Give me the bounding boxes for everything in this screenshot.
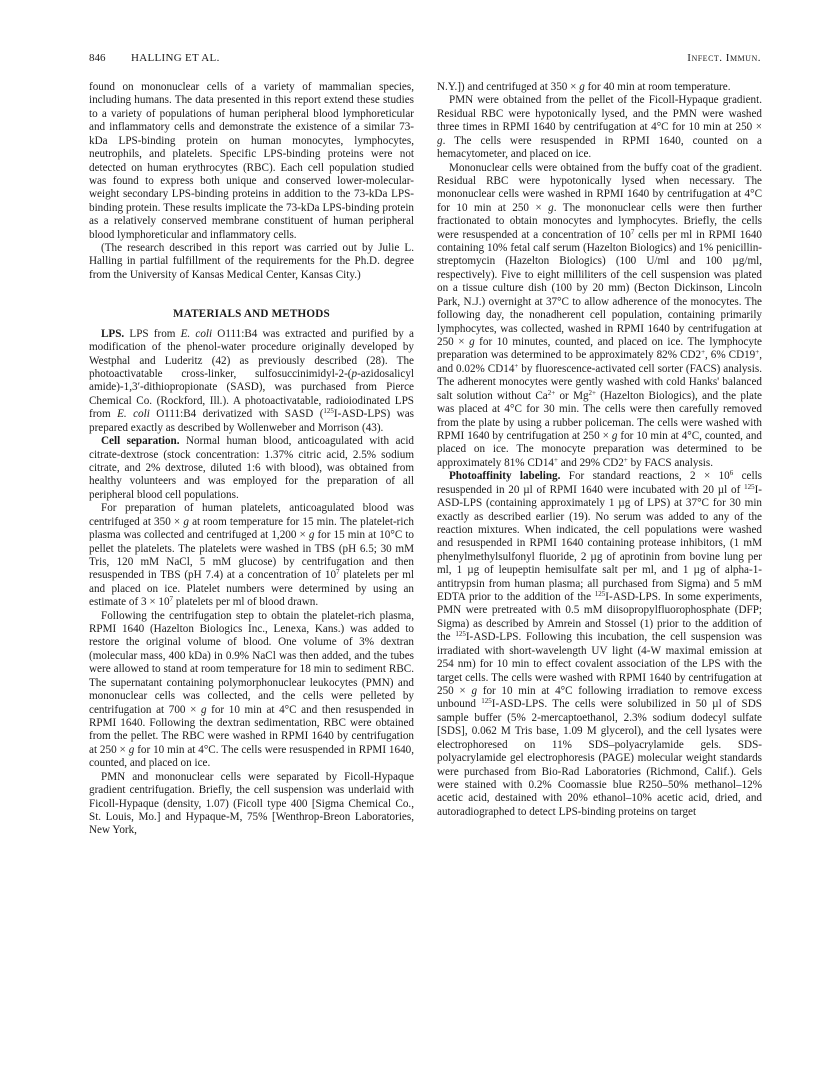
intro-paragraph-continued: found on mononuclear cells of a variety of mammalian species, including humans. The data presented in this report extend these studies to a variety of populations of human peripheral blood lymphoreticular and inflammatory cells and demonstrate the existence of a similar 73-kDa LPS-binding protein on human monocytes, lymphocytes, neutrophils, and platelets. Specific LPS-binding proteins were not detected on human erythrocytes (RBC). Each cell population studied was found to express both unique and conserved lower-molecular-weight secondary LPS-binding proteins in addition to the 73-kDa LPS-binding protein. These results implicate the 73-kDa LPS-binding protein as a relatively conserved membrane constituent of human peripheral blood lymphoreticular and inflammatory cells. [89, 81, 414, 241]
page-number: 846 [89, 52, 106, 64]
cell-separation-paragraph: Cell separation. Normal human blood, anticoagulated with acid citrate-dextrose (stock concentration: 1.37% citric acid, 2.5% sodium citrate, and 2% dextrose, diluted 1:6 with blood), was obtained from healthy volunteers and was employed for the preparation of all peripheral blood cell populations. [89, 435, 414, 501]
lps-paragraph: LPS. LPS from E. coli O111:B4 was extracted and purified by a modification of the phenol-water procedure originally developed by Westphal and Luderitz (42) as previously described (28). The photoactivatable cross-linker, sulfosuccinimidyl-2-(p-azidosalicyl amide)-1,3′-dithiopropionate (SASD), was purchased from Pierce Chemical Co. (Rockford, Ill.). A photoactivatable, radioiodinated LPS from E. coli O111:B4 derivatized with SASD ($^{125}$I-ASD-LPS) was prepared exactly as described by Wollenweber and Morrison (43). [89, 327, 414, 434]
ficoll-paragraph-continued: N.Y.]) and centrifuged at 350 × g for 40 min at room temperature. [437, 81, 731, 93]
ficoll-paragraph: PMN and mononuclear cells were separated by Ficoll-Hypaque gradient centrifugation. Briefly, the cell suspension was underlaid with Ficoll-Hypaque (density, 1.07) (Ficoll type 400 [Sigma Chemical Co., St. Louis, Mo.] and Hypaque-M, 75% [Wenthrop-Breon Laboratories, New York, [89, 770, 414, 837]
journal-name: Infect. Immun. [687, 52, 761, 64]
right-column [437, 81, 762, 819]
pmn-paragraph: PMN were obtained from the pellet of the Ficoll-Hypaque gradient. Residual RBC were hypotonically lysed, and the PMN were washed three times in RPMI 1640 by centrifugation at 4°C for 10 min at 250 × g. The cells were resuspended in RPMI 1640, counted on a hemacytometer, and placed on ice. [437, 94, 762, 161]
cell-separation-run-in-heading: Cell separation. [101, 435, 180, 448]
photoaffinity-labeling-paragraph: Photoaffinity labeling. For standard reactions, $2 \times 10^6$ cells resuspended in 20 µl of RPMI 1640 were incubated with 20 µl of $^{125}$I-ASD-LPS (containing approximately 1 µg of LPS) at 37°C for 30 min exactly as described earlier (19). No serum was added to any of the reaction mixtures. When indicated, the cell populations were washed and resuspended in RPMI 1640 containing protease inhibitors, (1 mM phenylmethylsulfonyl fluoride, 2 µg of aprotinin from bovine lung per ml, 1 µg of leupeptin hemisulfate salt per ml, and 1 µg of alpha-1-antitrypsin from human plasma; all purchased from Sigma) and 5 mM EDTA prior to the addition of the $^{125}$I-ASD-LPS. In some experiments, PMN were pretreated with 0.5 mM diisopropylfluorophosphate (DFP; Sigma) as described by Amrein and Stossel (1) prior to the addition of the $^{125}$I-ASD-LPS. Following this incubation, the cell suspension was irradiated with short-wavelength UV light (4-W maximal emission at 254 nm) for 10 min to effect covalent association of the LPS with the target cells. The cells were washed with RPMI 1640 by centrifugation at 250 × g for 10 min at 4°C following irradiation to remove excess unbound $^{125}$I-ASD-LPS. The cells were solubilized in 50 µl of SDS sample buffer (5% 2-mercaptoethanol, 2.3% sodium dodecyl sulfate [SDS], 0.062 M Tris base, 1.09 M glycerol), and the cell lysates were electrophoresed on 11% SDS–polyacrylamide gels. SDS-polyacrylamide gel electrophoresis (PAGE) molecular weight standards were purchased from Bio-Rad Laboratories (Richmond, Calif.). Gels were stained with 0.2% Coomassie blue R250–50% methanol–12% acetic acid, destained with 20% ethanol–10% acetic acid, dried, and autoradiographed to detect LPS-binding proteins on target [437, 469, 763, 818]
lps-run-in-heading: LPS. [101, 327, 125, 340]
photoaffinity-run-in-heading: Photoaffinity labeling. [449, 470, 561, 483]
section-heading-materials-methods: MATERIALS AND METHODS [173, 308, 330, 321]
page-header [89, 50, 761, 66]
running-authors: HALLING ET AL. [131, 52, 220, 64]
left-column [89, 81, 414, 838]
mononuclear-paragraph: Mononuclear cells were obtained from the buffy coat of the gradient. Residual RBC were hypotonically lysed when necessary. The mononuclear cells were washed in RPMI 1640 by centrifugation at 4°C for 10 min at 250 × g. The mononuclear cells were then further fractionated to obtain monocytes and lymphocytes. Briefly, the cells were resuspended at a concentration of $10^7$ cells per ml in RPMI 1640 containing 10% fetal calf serum (Hazelton Biologics) and 1% penicillin-streptomycin (Hazelton Biologics) (100 U/ml and 100 µg/ml, respectively). Five to eight milliliters of the cell suspension was plated on a tissue culture dish (100 by 20 mm) (Becton Dickinson, Lincoln Park, N.J.) overnight at 37°C to allow adherence of the monocytes. The following day, the nonadherent cell population, containing primarily lymphocytes, was collected, washed in RPMI 1640 by centrifugation at 250 × g for 10 minutes, counted, and placed on ice. The lymphocyte preparation was determined to be approximately 82% CD2+, 6% CD19+, and 0.02% CD14+ by fluorescence-activated cell sorter (FACS) analysis. The adherent monocytes were gently washed with cold Hanks' balanced salt solution without $Ca^{2+}$ or $Mg^{2+}$ (Hazelton Biologics), and the plate was placed at 4°C for 30 min. The cells were then carefully removed from the plate by using a rubber policeman. The cells were washed with RPMI 1640 by centrifugation at 250 × g for 10 min at 4°C, counted, and placed on ice. The monocyte preparation was determined to be approximately 81% CD14+ and 29% CD2+ by FACS analysis. [437, 161, 763, 469]
platelets-paragraph: For preparation of human platelets, anticoagulated blood was centrifuged at 350 × g at room temperature for 15 min. The platelet-rich plasma was collected and centrifuged at 1,200 × g for 15 min at 10°C to pellet the platelets. The platelets were washed in TBS (pH 6.5; 30 mM Tris, 120 mM NaCl, 5 mM glucose) by centrifugation and then resuspended in TBS (pH 7.4) at a concentration of $10^7$ platelets per ml and placed on ice. Platelet numbers were determined by using an estimate of $3 \times 10^7$ platelets per ml of blood drawn. [89, 502, 415, 609]
research-note-paragraph: (The research described in this report was carried out by Julie L. Halling in partial fulfillment of the requirements for the Ph.D. degree from the University of Kansas Medical Center, Kansas City.) [89, 242, 414, 281]
dextran-paragraph: Following the centrifugation step to obtain the platelet-rich plasma, RPMI 1640 (Hazelton Biologics Inc., Lenexa, Kans.) was added to restore the original volume of blood. One volume of 3% dextran (molecular mass, 400 kDa) in 0.9% NaCl was then added, and the tubes were allowed to stand at room temperature for 18 min to sediment RBC. The supernatant containing polymorphonuclear leukocytes (PMN) and mononuclear cells was collected, and the cells were pelleted by centrifugation at 700 × g for 10 min at 4°C and then resuspended in RPMI 1640. Following the dextran sedimentation, RBC were obtained from the pellet. The RBC were washed in RPMI 1640 by centrifugation at 250 × g for 10 min at 4°C. The cells were resuspended in RPMI 1640, counted, and placed on ice. [89, 609, 414, 770]
